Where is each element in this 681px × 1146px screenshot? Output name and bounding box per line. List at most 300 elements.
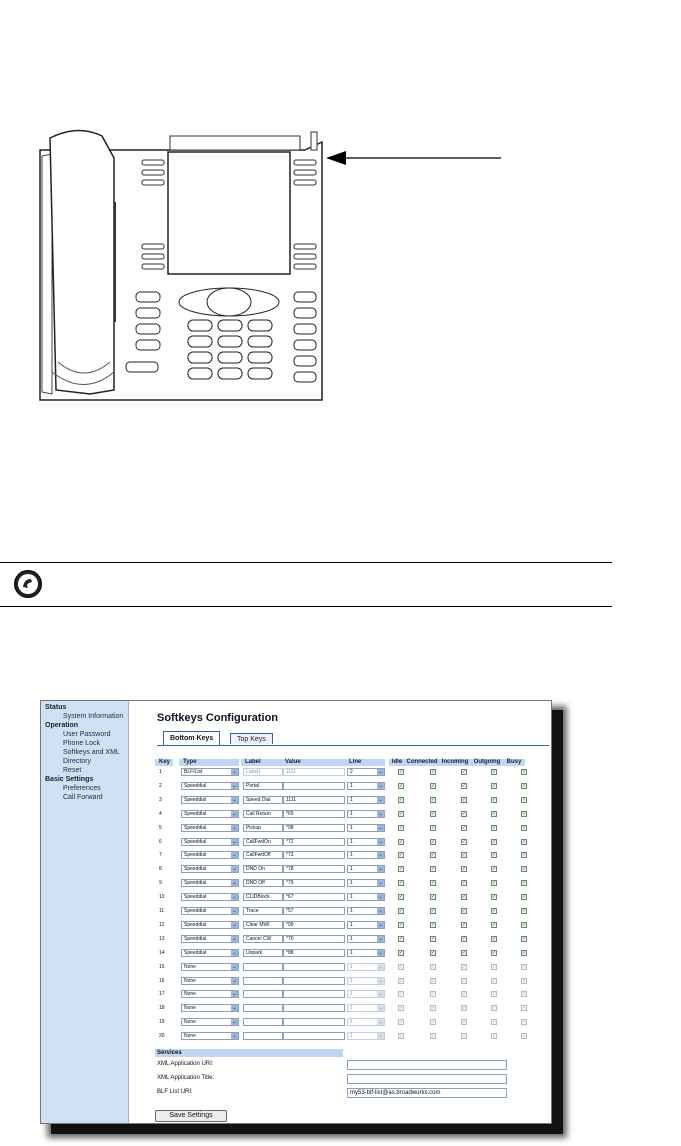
type-value: Speeddial xyxy=(184,866,207,873)
idle-checkbox[interactable]: ✓ xyxy=(399,963,404,970)
busy-checkbox[interactable]: ✓ xyxy=(522,866,527,873)
line-value: 1 xyxy=(350,963,353,970)
incoming-checkbox[interactable]: ✓ xyxy=(462,977,467,984)
outgoing-checkbox[interactable]: ✓ xyxy=(492,921,497,928)
softkeys-config-screenshot xyxy=(40,700,552,1124)
outgoing-checkbox[interactable]: ✓ xyxy=(492,1005,497,1012)
idle-checkbox[interactable]: ✓ xyxy=(399,782,404,789)
type-value: None xyxy=(184,977,196,984)
outgoing-checkbox[interactable]: ✓ xyxy=(492,852,497,859)
label-input[interactable]: Call Return xyxy=(243,810,283,818)
sidebar-link[interactable]: Reset xyxy=(63,767,82,774)
connected-checkbox[interactable]: ✓ xyxy=(431,935,436,942)
idle-checkbox[interactable]: ✓ xyxy=(399,921,404,928)
chevron-down-icon: ⌄ xyxy=(232,935,237,942)
chevron-down-icon: ⌄ xyxy=(378,935,383,942)
label-input[interactable] xyxy=(243,990,283,998)
outgoing-checkbox[interactable]: ✓ xyxy=(492,1033,497,1040)
key-number: 13 xyxy=(159,935,165,942)
incoming-checkbox[interactable]: ✓ xyxy=(462,782,467,789)
connected-checkbox[interactable]: ✓ xyxy=(431,908,436,914)
idle-checkbox[interactable]: ✓ xyxy=(399,796,404,803)
line-select[interactable] xyxy=(347,824,385,832)
incoming-checkbox[interactable]: ✓ xyxy=(462,810,467,817)
idle-checkbox[interactable]: ✓ xyxy=(399,1033,404,1040)
chevron-down-icon: ⌄ xyxy=(232,866,237,873)
busy-checkbox[interactable]: ✓ xyxy=(522,796,527,803)
service-field-input[interactable]: my53-blf-list@as.broadworks.com xyxy=(347,1088,507,1098)
value-input[interactable]: *57 xyxy=(283,907,345,915)
incoming-checkbox[interactable]: ✓ xyxy=(462,769,467,775)
phone-illustration xyxy=(30,122,350,404)
incoming-checkbox[interactable]: ✓ xyxy=(462,908,467,914)
sidebar-link[interactable]: Directory xyxy=(63,758,92,765)
type-value: None xyxy=(184,1005,196,1012)
type-value: BLF/List xyxy=(184,769,203,775)
idle-checkbox[interactable]: ✓ xyxy=(399,810,404,817)
key-number: 18 xyxy=(159,1005,165,1012)
chevron-down-icon: ⌄ xyxy=(232,838,237,845)
table-row xyxy=(139,987,531,1000)
service-field-input[interactable] xyxy=(347,1060,507,1070)
line-select[interactable] xyxy=(347,990,385,998)
type-value: Speeddial xyxy=(184,838,207,845)
note-bottom-rule xyxy=(0,606,612,607)
chevron-down-icon: ⌄ xyxy=(378,963,383,970)
chevron-down-icon: ⌄ xyxy=(378,880,383,887)
value-input[interactable]: *73 xyxy=(283,851,345,859)
chevron-down-icon: ⌄ xyxy=(378,1019,383,1026)
line-select[interactable] xyxy=(347,1032,385,1040)
services-header: Services xyxy=(155,1049,343,1057)
line-select[interactable] xyxy=(347,1004,385,1012)
idle-checkbox[interactable]: ✓ xyxy=(399,1005,404,1012)
column-header: Incoming xyxy=(439,759,471,766)
busy-checkbox[interactable]: ✓ xyxy=(522,1005,527,1012)
type-select[interactable] xyxy=(181,782,239,790)
table-row xyxy=(139,932,531,945)
idle-checkbox[interactable]: ✓ xyxy=(399,824,404,831)
label-input[interactable] xyxy=(243,977,283,985)
busy-checkbox[interactable]: ✓ xyxy=(522,949,527,956)
idle-checkbox[interactable]: ✓ xyxy=(399,977,404,984)
key-number: 16 xyxy=(159,977,165,984)
busy-checkbox[interactable]: ✓ xyxy=(522,894,527,901)
chevron-down-icon: ⌄ xyxy=(232,769,237,775)
line-select[interactable] xyxy=(347,768,385,776)
type-select[interactable] xyxy=(181,1032,239,1040)
value-input[interactable] xyxy=(283,1032,345,1040)
idle-checkbox[interactable]: ✓ xyxy=(399,866,404,873)
type-value: Speeddial xyxy=(184,880,207,887)
type-value: None xyxy=(184,1033,196,1040)
sidebar-link[interactable]: Preferences xyxy=(63,785,101,792)
busy-checkbox[interactable]: ✓ xyxy=(522,769,527,775)
chevron-down-icon: ⌄ xyxy=(232,963,237,970)
label-input[interactable]: CallFwdOff xyxy=(243,851,283,859)
line-value: 1 xyxy=(350,796,353,803)
line-value: 1 xyxy=(350,782,353,789)
incoming-checkbox[interactable]: ✓ xyxy=(462,991,467,998)
type-select[interactable] xyxy=(181,935,239,943)
outgoing-checkbox[interactable]: ✓ xyxy=(492,824,497,831)
label-input[interactable] xyxy=(243,1018,283,1026)
type-select[interactable] xyxy=(181,949,239,957)
chevron-down-icon: ⌄ xyxy=(232,824,237,831)
label-input[interactable]: DND Off xyxy=(243,879,283,887)
chevron-down-icon: ⌄ xyxy=(378,921,383,928)
tab-bottom-keys[interactable]: Bottom Keys xyxy=(163,731,220,745)
label-input[interactable]: DND On xyxy=(243,865,283,873)
connected-checkbox[interactable]: ✓ xyxy=(431,852,436,859)
column-header: Connected xyxy=(406,759,438,765)
line-select[interactable] xyxy=(347,879,385,887)
line-select[interactable] xyxy=(347,893,385,901)
line-value: 1 xyxy=(350,949,353,956)
column-header: Key xyxy=(155,759,173,766)
incoming-checkbox[interactable]: ✓ xyxy=(462,1033,467,1040)
type-select[interactable] xyxy=(181,796,239,804)
type-select[interactable] xyxy=(181,838,239,846)
line-select[interactable] xyxy=(347,782,385,790)
idle-checkbox[interactable]: ✓ xyxy=(399,935,404,942)
busy-checkbox[interactable]: ✓ xyxy=(522,921,527,928)
busy-checkbox[interactable]: ✓ xyxy=(522,838,527,845)
connected-checkbox[interactable]: ✓ xyxy=(431,949,436,956)
value-input[interactable] xyxy=(283,1004,345,1012)
sidebar-link[interactable]: User Password xyxy=(63,731,111,738)
chevron-down-icon: ⌄ xyxy=(378,1005,383,1012)
outgoing-checkbox[interactable]: ✓ xyxy=(492,1019,497,1026)
type-select[interactable] xyxy=(181,977,239,985)
type-value: Speeddial xyxy=(184,908,207,914)
chevron-down-icon: ⌄ xyxy=(232,991,237,998)
connected-checkbox[interactable]: ✓ xyxy=(431,921,436,928)
service-field-input[interactable] xyxy=(347,1074,507,1084)
tab-bar xyxy=(157,731,549,746)
value-input[interactable]: *79 xyxy=(283,879,345,887)
type-select[interactable] xyxy=(181,893,239,901)
chevron-down-icon: ⌄ xyxy=(378,782,383,789)
incoming-checkbox[interactable]: ✓ xyxy=(462,796,467,803)
connected-checkbox[interactable]: ✓ xyxy=(431,1033,436,1040)
connected-checkbox[interactable]: ✓ xyxy=(431,782,436,789)
key-number: 19 xyxy=(159,1019,165,1026)
busy-checkbox[interactable]: ✓ xyxy=(522,908,527,914)
service-field-label: XML Application URI: xyxy=(157,1061,214,1067)
line-value: 1 xyxy=(350,880,353,887)
label-input[interactable]: Trace xyxy=(243,907,283,915)
connected-checkbox[interactable]: ✓ xyxy=(431,838,436,845)
type-value: None xyxy=(184,991,196,998)
outgoing-checkbox[interactable]: ✓ xyxy=(492,935,497,942)
busy-checkbox[interactable]: ✓ xyxy=(522,852,527,859)
busy-checkbox[interactable]: ✓ xyxy=(522,935,527,942)
idle-checkbox[interactable]: ✓ xyxy=(399,852,404,859)
idle-checkbox[interactable]: ✓ xyxy=(399,908,404,914)
key-number: 4 xyxy=(159,810,162,817)
outgoing-checkbox[interactable]: ✓ xyxy=(492,949,497,956)
type-select[interactable] xyxy=(181,963,239,971)
idle-checkbox[interactable]: ✓ xyxy=(399,838,404,845)
sidebar-link[interactable]: Phone Lock xyxy=(63,740,100,747)
label-input[interactable]: Speed Dial xyxy=(243,796,283,804)
type-select[interactable] xyxy=(181,879,239,887)
chevron-down-icon: ⌄ xyxy=(378,908,383,914)
idle-checkbox[interactable]: ✓ xyxy=(399,991,404,998)
type-value: Speeddial xyxy=(184,935,207,942)
table-row xyxy=(139,1015,531,1028)
label-input[interactable]: CallFwdOn xyxy=(243,838,283,846)
line-value: 1 xyxy=(350,810,353,817)
type-select[interactable] xyxy=(181,990,239,998)
table-row xyxy=(139,793,531,806)
value-input[interactable]: *78 xyxy=(283,865,345,873)
type-select[interactable] xyxy=(181,1004,239,1012)
key-number: 11 xyxy=(159,908,165,914)
incoming-checkbox[interactable]: ✓ xyxy=(462,1005,467,1012)
line-select[interactable] xyxy=(347,935,385,943)
service-field-label: BLF List URI: xyxy=(157,1089,193,1095)
type-select[interactable] xyxy=(181,768,239,776)
label-input[interactable]: Pickup xyxy=(243,824,283,832)
column-header: Value xyxy=(281,759,345,766)
connected-checkbox[interactable]: ✓ xyxy=(431,991,436,998)
line-select[interactable] xyxy=(347,907,385,915)
chevron-down-icon: ⌄ xyxy=(232,852,237,859)
label-input[interactable]: Cancel CW xyxy=(243,935,283,943)
chevron-down-icon: ⌄ xyxy=(378,949,383,956)
busy-checkbox[interactable]: ✓ xyxy=(522,782,527,789)
chevron-down-icon: ⌄ xyxy=(378,1033,383,1040)
outgoing-checkbox[interactable]: ✓ xyxy=(492,963,497,970)
table-row xyxy=(139,1029,531,1042)
incoming-checkbox[interactable]: ✓ xyxy=(462,1019,467,1026)
line-select[interactable] xyxy=(347,963,385,971)
connected-checkbox[interactable]: ✓ xyxy=(431,963,436,970)
line-value: 1 xyxy=(350,921,353,928)
outgoing-checkbox[interactable]: ✓ xyxy=(492,796,497,803)
busy-checkbox[interactable]: ✓ xyxy=(522,977,527,984)
incoming-checkbox[interactable]: ✓ xyxy=(462,935,467,942)
outgoing-checkbox[interactable]: ✓ xyxy=(492,991,497,998)
line-select[interactable] xyxy=(347,921,385,929)
type-value: Speeddial xyxy=(184,796,207,803)
sidebar-link[interactable]: Softkeys and XML xyxy=(63,749,120,756)
key-number: 20 xyxy=(159,1033,165,1040)
chevron-down-icon: ⌄ xyxy=(378,824,383,831)
busy-checkbox[interactable]: ✓ xyxy=(522,824,527,831)
idle-checkbox[interactable]: ✓ xyxy=(399,769,404,775)
save-settings-button[interactable]: Save Settings xyxy=(155,1110,227,1122)
value-input[interactable]: 1111 xyxy=(283,796,345,804)
connected-checkbox[interactable]: ✓ xyxy=(431,866,436,873)
chevron-down-icon: ⌄ xyxy=(232,977,237,984)
value-input[interactable]: *98 xyxy=(283,824,345,832)
value-input[interactable]: 1111 xyxy=(283,768,345,776)
key-number: 6 xyxy=(159,838,162,845)
chevron-down-icon: ⌄ xyxy=(232,1005,237,1012)
column-header: Idle xyxy=(389,759,405,766)
incoming-checkbox[interactable]: ✓ xyxy=(462,824,467,831)
table-row xyxy=(139,765,531,778)
line-select[interactable] xyxy=(347,865,385,873)
line-value: 1 xyxy=(350,824,353,831)
pointer-arrow xyxy=(326,150,501,170)
connected-checkbox[interactable]: ✓ xyxy=(431,824,436,831)
label-input[interactable] xyxy=(243,1004,283,1012)
key-number: 3 xyxy=(159,796,162,803)
table-row xyxy=(139,960,531,973)
connected-checkbox[interactable]: ✓ xyxy=(431,1005,436,1012)
type-value: Speeddial xyxy=(184,824,207,831)
idle-checkbox[interactable]: ✓ xyxy=(399,949,404,956)
incoming-checkbox[interactable]: ✓ xyxy=(462,963,467,970)
outgoing-checkbox[interactable]: ✓ xyxy=(492,908,497,914)
connected-checkbox[interactable]: ✓ xyxy=(431,769,436,775)
table-row xyxy=(139,904,531,917)
sidebar-link[interactable]: System Information xyxy=(63,713,124,720)
chevron-down-icon: ⌄ xyxy=(378,991,383,998)
chevron-down-icon: ⌄ xyxy=(378,796,383,803)
line-select[interactable] xyxy=(347,796,385,804)
key-number: 5 xyxy=(159,824,162,831)
value-input[interactable] xyxy=(283,990,345,998)
outgoing-checkbox[interactable]: ✓ xyxy=(492,894,497,901)
key-number: 12 xyxy=(159,921,165,928)
table-row xyxy=(139,821,531,834)
line-select[interactable] xyxy=(347,1018,385,1026)
outgoing-checkbox[interactable]: ✓ xyxy=(492,977,497,984)
line-select[interactable] xyxy=(347,810,385,818)
sidebar-section-title: Basic Settings xyxy=(45,776,94,783)
key-number: 2 xyxy=(159,782,162,789)
incoming-checkbox[interactable]: ✓ xyxy=(462,880,467,887)
busy-checkbox[interactable]: ✓ xyxy=(522,1033,527,1040)
chevron-down-icon: ⌄ xyxy=(232,880,237,887)
sidebar-link[interactable]: Call Forward xyxy=(63,794,103,801)
outgoing-checkbox[interactable]: ✓ xyxy=(492,838,497,845)
key-number: 7 xyxy=(159,852,162,859)
chevron-down-icon: ⌄ xyxy=(378,977,383,984)
incoming-checkbox[interactable]: ✓ xyxy=(462,838,467,845)
page-title: Softkeys Configuration xyxy=(157,712,279,724)
type-select[interactable] xyxy=(181,824,239,832)
type-select[interactable] xyxy=(181,810,239,818)
idle-checkbox[interactable]: ✓ xyxy=(399,894,404,901)
value-input[interactable]: *99 xyxy=(283,921,345,929)
label-input[interactable]: Label1 xyxy=(243,768,283,776)
value-input[interactable] xyxy=(283,963,345,971)
chevron-down-icon: ⌄ xyxy=(232,810,237,817)
value-input[interactable]: *88 xyxy=(283,949,345,957)
tab-top-keys[interactable]: Top Keys xyxy=(230,733,273,744)
chevron-down-icon: ⌄ xyxy=(378,852,383,859)
line-value: 1 xyxy=(350,977,353,984)
label-input[interactable]: CLIDBlock xyxy=(243,893,283,901)
outgoing-checkbox[interactable]: ✓ xyxy=(492,880,497,887)
column-header: Outgoing xyxy=(471,759,503,766)
value-input[interactable]: *67 xyxy=(283,893,345,901)
value-input[interactable]: *69 xyxy=(283,810,345,818)
busy-checkbox[interactable]: ✓ xyxy=(522,963,527,970)
sidebar xyxy=(41,701,129,1123)
line-select[interactable] xyxy=(347,949,385,957)
chevron-down-icon: ⌄ xyxy=(378,894,383,901)
connected-checkbox[interactable]: ✓ xyxy=(431,810,436,817)
type-select[interactable] xyxy=(181,865,239,873)
type-value: None xyxy=(184,963,196,970)
value-input[interactable]: *72 xyxy=(283,838,345,846)
incoming-checkbox[interactable]: ✓ xyxy=(462,894,467,901)
busy-checkbox[interactable]: ✓ xyxy=(522,880,527,887)
connected-checkbox[interactable]: ✓ xyxy=(431,894,436,901)
line-select[interactable] xyxy=(347,851,385,859)
outgoing-checkbox[interactable]: ✓ xyxy=(492,782,497,789)
label-input[interactable] xyxy=(243,963,283,971)
column-header: Type xyxy=(179,759,239,766)
note-icon xyxy=(14,570,42,598)
outgoing-checkbox[interactable]: ✓ xyxy=(492,866,497,873)
line-value: 1 xyxy=(350,1033,353,1040)
incoming-checkbox[interactable]: ✓ xyxy=(462,852,467,859)
busy-checkbox[interactable]: ✓ xyxy=(522,810,527,817)
connected-checkbox[interactable]: ✓ xyxy=(431,1019,436,1026)
table-row xyxy=(139,890,531,903)
line-value: 1 xyxy=(350,894,353,901)
chevron-down-icon: ⌄ xyxy=(232,908,237,914)
busy-checkbox[interactable]: ✓ xyxy=(522,1019,527,1026)
type-select[interactable] xyxy=(181,907,239,915)
label-input[interactable]: Portal xyxy=(243,782,283,790)
label-input[interactable]: Unpark xyxy=(243,949,283,957)
type-select[interactable] xyxy=(181,1018,239,1026)
line-value: 1 xyxy=(350,866,353,873)
label-input[interactable] xyxy=(243,1032,283,1040)
connected-checkbox[interactable]: ✓ xyxy=(431,796,436,803)
incoming-checkbox[interactable]: ✓ xyxy=(462,866,467,873)
table-row xyxy=(139,807,531,820)
outgoing-checkbox[interactable]: ✓ xyxy=(492,810,497,817)
type-select[interactable] xyxy=(181,921,239,929)
line-select[interactable] xyxy=(347,977,385,985)
busy-checkbox[interactable]: ✓ xyxy=(522,991,527,998)
chevron-down-icon: ⌄ xyxy=(232,894,237,901)
outgoing-checkbox[interactable]: ✓ xyxy=(492,769,497,775)
value-input[interactable] xyxy=(283,782,345,790)
connected-checkbox[interactable]: ✓ xyxy=(431,880,436,887)
line-value: 1 xyxy=(350,908,353,914)
chevron-down-icon: ⌄ xyxy=(232,1019,237,1026)
connected-checkbox[interactable]: ✓ xyxy=(431,977,436,984)
chevron-down-icon: ⌄ xyxy=(232,949,237,956)
idle-checkbox[interactable]: ✓ xyxy=(399,1019,404,1026)
line-value: 1 xyxy=(350,1019,353,1026)
line-select[interactable] xyxy=(347,838,385,846)
value-input[interactable] xyxy=(283,977,345,985)
column-header: Label xyxy=(241,759,283,766)
table-row xyxy=(139,835,531,848)
value-input[interactable]: *70 xyxy=(283,935,345,943)
incoming-checkbox[interactable]: ✓ xyxy=(462,921,467,928)
label-input[interactable]: Clear MWI xyxy=(243,921,283,929)
line-value: 1 xyxy=(350,935,353,942)
value-input[interactable] xyxy=(283,1018,345,1026)
incoming-checkbox[interactable]: ✓ xyxy=(462,949,467,956)
type-value: None xyxy=(184,1019,196,1026)
idle-checkbox[interactable]: ✓ xyxy=(399,880,404,887)
type-select[interactable] xyxy=(181,851,239,859)
